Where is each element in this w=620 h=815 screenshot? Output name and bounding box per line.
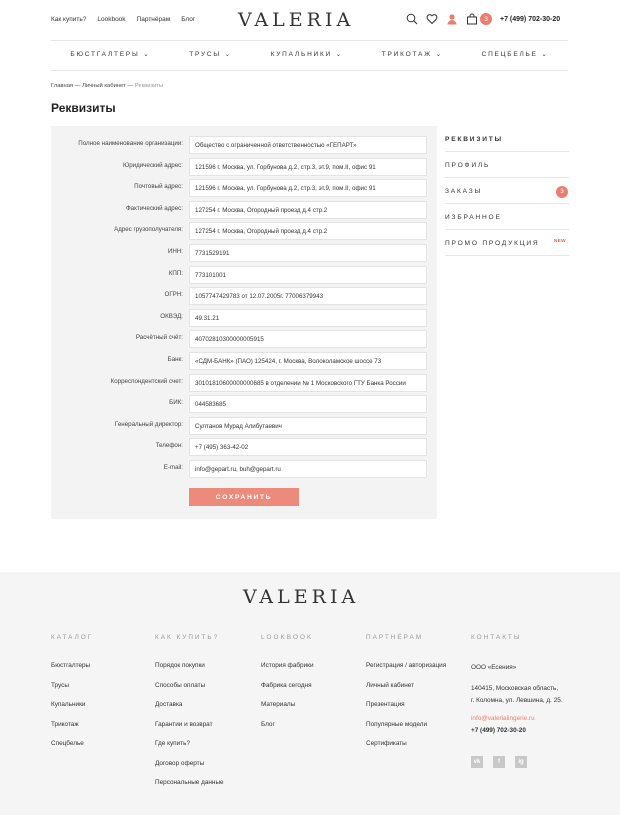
field-label: Фактический адрес: xyxy=(125,204,183,212)
sidebar-item-label: ИЗБРАННОЕ xyxy=(445,214,502,221)
nav-special-lingerie[interactable]: СПЕЦБЕЛЬЕ ⌄ xyxy=(481,51,549,58)
logo[interactable]: VALERIA xyxy=(238,9,355,31)
sidebar-item-profile[interactable] xyxy=(445,152,569,178)
footer-column-lookbook xyxy=(261,634,371,740)
form-row xyxy=(51,395,437,413)
form-row xyxy=(51,244,437,262)
correspondent-account-input[interactable]: 30101810600000000685 в отделении № 1 Московского ГТУ Банка России xyxy=(189,374,427,392)
settlement-account-input[interactable]: 40702810300000005915 xyxy=(189,330,427,348)
vk-icon[interactable]: vk xyxy=(471,756,483,768)
search-icon[interactable] xyxy=(406,13,418,25)
breadcrumb-account[interactable]: Личный кабинет xyxy=(82,83,126,89)
breadcrumb-current: Реквизиты xyxy=(134,83,164,89)
footer-link[interactable]: Фабрика сегодня xyxy=(261,681,312,689)
form-row xyxy=(51,136,437,154)
form-row xyxy=(51,417,437,435)
nav-panties[interactable]: ТРУСЫ ⌄ xyxy=(189,51,232,58)
new-tag: NEW xyxy=(553,239,566,244)
footer-link[interactable]: Блог xyxy=(261,720,275,728)
email-input[interactable]: info@gepart.ru, buh@gepart.ru xyxy=(189,460,427,478)
footer-column-catalog xyxy=(51,634,161,760)
field-label: ОКВЭД: xyxy=(160,312,183,320)
form-row xyxy=(51,438,437,456)
actual-address-input[interactable]: 127254 г. Москва, Огородный проезд д.4 стр.2 xyxy=(189,201,427,219)
sidebar-item-promo[interactable] xyxy=(445,230,569,256)
contact-phone[interactable]: +7 (499) 702-30-20 xyxy=(471,727,526,734)
footer-link[interactable]: Трикотаж xyxy=(51,720,79,728)
footer-link[interactable]: Порядок покупки xyxy=(155,662,205,669)
nav-knitwear[interactable]: ТРИКОТАЖ ⌄ xyxy=(381,51,443,58)
sidebar-item-label: ПРОМО ПРОДУКЦИЯ xyxy=(445,240,540,247)
contact-email-link[interactable]: info@valerialingerie.ru xyxy=(471,715,535,722)
form-row xyxy=(51,222,437,240)
field-label: Адрес грузополучателя: xyxy=(114,226,183,234)
social-links xyxy=(471,756,527,768)
footer-column-how-to-buy xyxy=(155,634,265,799)
divider xyxy=(51,70,568,71)
bik-input[interactable]: 044583685 xyxy=(189,395,427,413)
field-label: Генеральный директор: xyxy=(114,420,183,428)
footer-link[interactable]: Гарантии и возврат xyxy=(155,720,213,728)
field-label: ИНН: xyxy=(167,248,183,255)
contact-address-line1: 140415, Московская область, xyxy=(471,685,559,692)
main-nav xyxy=(51,50,568,58)
link-blog[interactable]: Блог xyxy=(181,16,196,23)
field-label: КПП: xyxy=(168,269,183,277)
bank-input[interactable]: «СДМ-БАНК» (ПАО) 125424, г. Москва, Волоколамское шоссе 73 xyxy=(189,352,427,370)
footer-link[interactable]: Бюстгалтеры xyxy=(51,662,91,669)
breadcrumb-separator: — xyxy=(73,83,83,89)
account-sidebar xyxy=(445,126,569,256)
okved-input[interactable]: 49.31.21 xyxy=(189,309,427,327)
footer-link[interactable]: Персональные данные xyxy=(155,779,224,786)
form-row xyxy=(51,266,437,284)
footer-link[interactable]: История фабрики xyxy=(261,662,314,669)
form-row xyxy=(51,201,437,219)
form-row xyxy=(51,158,437,176)
breadcrumb-home[interactable]: Главная xyxy=(51,83,74,89)
footer-link[interactable]: Сертификаты xyxy=(366,740,407,747)
field-label: Юридический адрес: xyxy=(122,161,183,169)
inn-input[interactable]: 7731529191 xyxy=(189,244,427,262)
form-row xyxy=(51,330,437,348)
field-label: Банк: xyxy=(167,356,183,363)
form-row xyxy=(51,460,437,478)
kpp-input[interactable]: 773101001 xyxy=(189,266,427,284)
legal-address-input[interactable]: 121596 г. Москва, ул. Горбунова д.2, стр.3, эт.9, пом.II, офис 91 xyxy=(189,158,427,176)
sidebar-item-label: ПРОФИЛЬ xyxy=(445,162,491,169)
director-input[interactable]: Султанов Мурад Алибутаевич xyxy=(189,417,427,435)
footer-column-title: КОНТАКТЫ xyxy=(471,634,522,641)
user-icon[interactable] xyxy=(446,13,458,25)
page-title: Реквизиты xyxy=(51,101,116,115)
heart-icon[interactable] xyxy=(426,13,438,25)
field-label: E-mail: xyxy=(163,464,183,471)
ogrn-input[interactable]: 1057747429783 от 12.07.2005г. 77006379943 xyxy=(189,287,427,305)
sidebar-item-label: РЕКВИЗИТЫ xyxy=(445,136,503,143)
instagram-icon[interactable]: ig xyxy=(515,756,527,768)
footer-link[interactable]: Где купить? xyxy=(155,740,190,747)
link-lookbook[interactable]: Lookbook xyxy=(97,16,126,23)
form-row xyxy=(51,179,437,197)
org-name-input[interactable]: Общество с ограниченной ответственностью «ГЕПАРТ» xyxy=(189,136,427,154)
sidebar-item-favorites[interactable] xyxy=(445,204,569,230)
form-row xyxy=(51,352,437,370)
form-row xyxy=(51,287,437,305)
footer-link[interactable]: Купальники xyxy=(51,701,86,708)
contact-company: ООО «Есения» xyxy=(471,664,517,671)
footer-column-title: КАТАЛОГ xyxy=(51,634,94,641)
nav-swimwear[interactable]: КУПАЛЬНИКИ ⌄ xyxy=(270,51,343,58)
field-label: Полное наименование организации: xyxy=(78,140,183,147)
footer-logo[interactable]: VALERIA xyxy=(243,586,360,608)
field-label: Расчётный счёт: xyxy=(135,334,183,342)
footer-column-title: ПАРТНЁРАМ xyxy=(366,634,424,641)
footer-link[interactable]: Регистрация / авторизация xyxy=(366,662,447,669)
footer-link[interactable]: Доставка xyxy=(155,701,183,708)
cart-count-badge[interactable]: 3 xyxy=(480,13,492,25)
footer-link[interactable]: Популярные модели xyxy=(366,720,428,728)
breadcrumb xyxy=(51,83,163,89)
field-label: Телефон: xyxy=(155,442,183,450)
orders-count-badge: 3 xyxy=(556,186,568,198)
postal-address-input[interactable]: 121596 г. Москва, ул. Горбунова д.2, стр.3, эт.9, пом.II, офис 91 xyxy=(189,179,427,197)
sidebar-item-orders[interactable] xyxy=(445,178,569,204)
breadcrumb-separator: — xyxy=(125,83,135,89)
footer-column-title: КАК КУПИТЬ? xyxy=(155,634,220,641)
sidebar-item-label: ЗАКАЗЫ xyxy=(445,188,483,195)
form-row xyxy=(51,374,437,392)
divider xyxy=(51,40,568,41)
field-label: БИК: xyxy=(169,399,183,407)
footer-link[interactable]: Презентация xyxy=(366,701,405,708)
requisites-form xyxy=(51,126,437,519)
field-label: Корреспондентский счет: xyxy=(110,377,183,385)
field-label: ОГРН: xyxy=(164,291,183,299)
footer-link[interactable]: Договор оферты xyxy=(155,759,205,767)
save-button[interactable]: СОХРАНИТЬ xyxy=(189,488,299,506)
link-partners[interactable]: Партнёрам xyxy=(136,16,171,23)
form-row xyxy=(51,309,437,327)
footer-column-contacts xyxy=(471,634,591,737)
nav-bras[interactable]: БЮСТГАЛТЕРЫ ⌄ xyxy=(70,51,151,58)
consignee-address-input[interactable]: 127254 г. Москва, Огородный проезд д.4 стр.2 xyxy=(189,222,427,240)
footer-link[interactable]: Материалы xyxy=(261,701,296,708)
facebook-icon[interactable]: f xyxy=(493,756,505,768)
footer-column-partners xyxy=(366,634,476,760)
footer-link[interactable]: Личный кабинет xyxy=(366,681,415,689)
header-phone[interactable]: +7 (499) 702-30-20 xyxy=(500,16,561,23)
link-how-to-buy[interactable]: Как купить? xyxy=(51,16,87,23)
header-icons xyxy=(406,13,492,25)
phone-input[interactable]: +7 (495) 363-42-02 xyxy=(189,438,427,456)
contact-address-line2: г. Коломна, ул. Левшина, д. 25. xyxy=(471,697,563,704)
footer-column-title: LOOKBOOK xyxy=(261,634,314,641)
footer-link[interactable]: Спецбелье xyxy=(51,740,84,747)
footer-link[interactable]: Трусы xyxy=(51,681,69,689)
cart-icon[interactable] xyxy=(466,13,478,25)
top-links xyxy=(51,16,195,23)
sidebar-item-requisites[interactable] xyxy=(445,126,569,152)
field-label: Почтовый адрес: xyxy=(134,183,183,191)
footer-link[interactable]: Способы оплаты xyxy=(155,681,206,689)
